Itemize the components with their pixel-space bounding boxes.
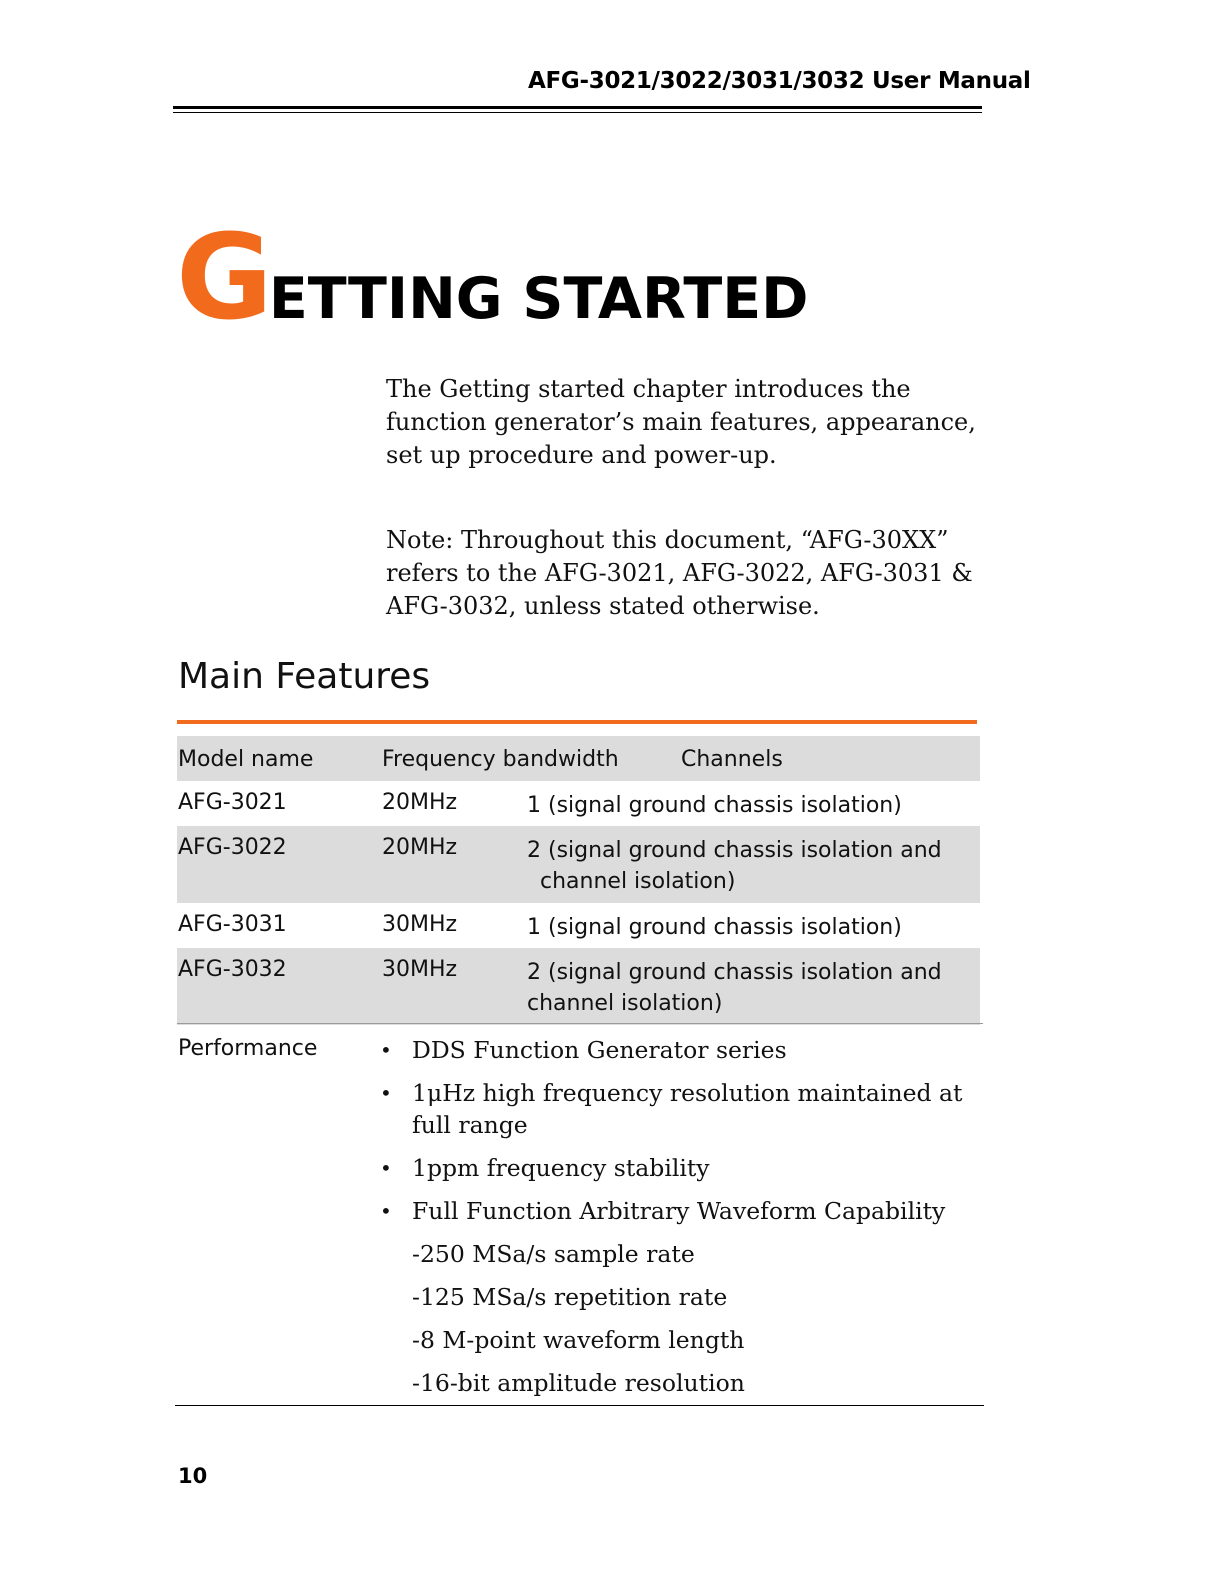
bullet-icon: •: [380, 1156, 392, 1180]
table-header-row: [177, 736, 980, 781]
model-table: [177, 736, 980, 1025]
table-cell-model: AFG-3021: [178, 790, 287, 815]
sub-list-item-text: -125 MSa/s repetition rate: [412, 1283, 728, 1311]
performance-label: Performance: [178, 1036, 318, 1061]
section-title-main-features: Main Features: [178, 656, 431, 697]
page-number: 10: [178, 1464, 208, 1488]
table-cell-channels: 1 (signal ground chassis isolation): [527, 915, 902, 940]
header-rule: [173, 106, 982, 113]
list-item: [380, 1195, 980, 1227]
sub-list-item-text: -8 M-point waveform length: [412, 1326, 745, 1354]
intro-paragraph-2: [386, 524, 986, 623]
chapter-title-rest: ETTING STARTED: [268, 266, 809, 332]
list-item: [380, 1152, 980, 1184]
table-divider: [177, 1023, 983, 1024]
bullet-icon: •: [380, 1038, 392, 1062]
table-row: [177, 948, 980, 1025]
list-item: [380, 1034, 980, 1066]
chapter-title-initial: G: [176, 208, 273, 346]
intro-text-1: The Getting started chapter introduces the function generator’s main features, appearance, set up procedure and power-up.: [386, 375, 976, 469]
sub-list-item: [380, 1324, 980, 1356]
table-row: [177, 781, 980, 826]
table-cell-bandwidth: 30MHz: [382, 957, 458, 982]
table-cell-bandwidth: 20MHz: [382, 790, 458, 815]
intro-paragraph-1: [386, 373, 986, 472]
performance-list: [380, 1034, 980, 1410]
list-item-text: 1μHz high frequency resolution maintained at full range: [412, 1079, 963, 1139]
table-cell-model: AFG-3031: [178, 912, 287, 937]
running-header: AFG-3021/3022/3031/3032 User Manual: [528, 68, 1031, 94]
table-cell-model: AFG-3022: [178, 835, 287, 860]
table-cell-model: AFG-3032: [178, 957, 287, 982]
list-item-text: Full Function Arbitrary Waveform Capability: [412, 1197, 946, 1225]
table-header-model: Model name: [178, 747, 314, 772]
table-row: [177, 903, 980, 948]
bullet-icon: •: [380, 1199, 392, 1223]
table-row: [177, 826, 980, 903]
table-cell-channels: [527, 835, 967, 897]
table-cell-bandwidth: 30MHz: [382, 912, 458, 937]
list-item-text: 1ppm frequency stability: [412, 1154, 710, 1182]
chapter-title: [176, 208, 809, 346]
table-header-bandwidth: Frequency bandwidth: [382, 747, 619, 772]
section-rule: [177, 720, 977, 724]
sub-list-item-text: -250 MSa/s sample rate: [412, 1240, 695, 1268]
bullet-icon: •: [380, 1081, 392, 1105]
table-cell-channels-line2: channel isolation): [540, 869, 736, 894]
list-item-text: DDS Function Generator series: [412, 1036, 787, 1064]
table-cell-channels-line1: 2 (signal ground chassis isolation and: [527, 960, 942, 985]
bottom-rule: [175, 1405, 984, 1406]
intro-text-2: Note: Throughout this document, “AFG-30XX” refers to the AFG-3021, AFG-3022, AFG-3031 & AFG-3032, unless stated otherwise.: [386, 526, 973, 620]
sub-list-item: [380, 1238, 980, 1270]
sub-list-item: [380, 1367, 980, 1399]
table-cell-channels: [527, 957, 967, 1019]
table-cell-channels-line1: 2 (signal ground chassis isolation and: [527, 838, 942, 863]
sub-list-item-text: -16-bit amplitude resolution: [412, 1369, 745, 1397]
sub-list-item: [380, 1281, 980, 1313]
table-header-channels: Channels: [681, 747, 783, 772]
list-item: [380, 1077, 980, 1141]
table-cell-bandwidth: 20MHz: [382, 835, 458, 860]
table-cell-channels-line2: channel isolation): [527, 991, 723, 1016]
table-cell-channels: 1 (signal ground chassis isolation): [527, 793, 902, 818]
